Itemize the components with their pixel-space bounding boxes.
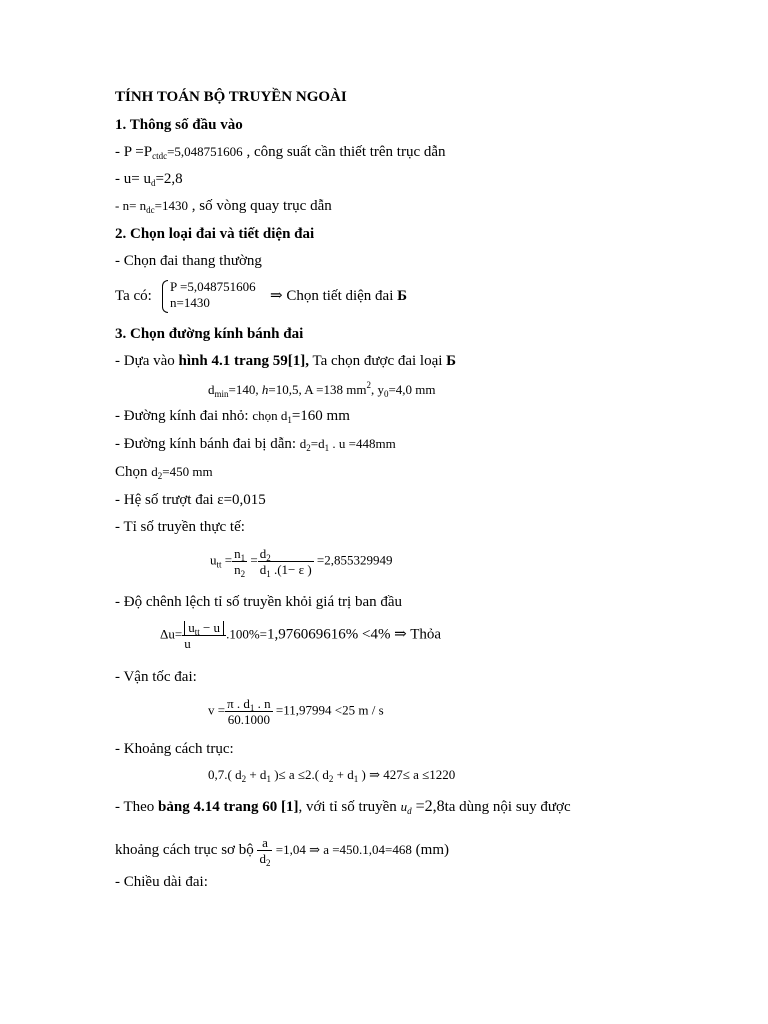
line-speed bbox=[115, 197, 332, 215]
d1-value: =160 mm bbox=[291, 408, 350, 424]
d2-rest: . u =448mm bbox=[329, 436, 396, 451]
line-belt-length: - Chiều dài đai: bbox=[115, 874, 208, 890]
section-result-type: Б bbox=[397, 288, 408, 304]
a-part3: )≤ a ≤2.( d bbox=[270, 767, 329, 782]
chon-value: =450 mm bbox=[162, 464, 213, 479]
line-ratio bbox=[115, 170, 183, 188]
param-h: h bbox=[261, 382, 269, 397]
formula-utt bbox=[210, 546, 393, 577]
reference-post: Ta chọn được đai loại bbox=[308, 353, 447, 369]
section-3-heading: 3. Chọn đường kính bánh đai bbox=[115, 326, 304, 342]
d1-sub: 1 bbox=[287, 415, 292, 425]
utt-eq: = bbox=[221, 552, 233, 568]
line-slip: - Hệ số trượt đai ε=0,015 bbox=[115, 492, 266, 508]
chon-sub: 2 bbox=[157, 471, 163, 481]
power-label: - P =P bbox=[115, 144, 153, 160]
a-sub4: 1 bbox=[353, 774, 359, 784]
v-value: =11,97994 <25 m / s bbox=[272, 702, 384, 718]
section-result-text: ⇒ Chọn tiết diện đai bbox=[270, 288, 398, 304]
line-velocity-label: - Vận tốc đai: bbox=[115, 669, 197, 685]
theo-end: ta dùng nội suy được bbox=[444, 799, 571, 815]
a-part2: + d bbox=[246, 767, 267, 782]
utt-u: u bbox=[210, 552, 217, 568]
utt-den-rest: .(1− ε ) bbox=[270, 562, 312, 577]
dev-frac bbox=[182, 620, 226, 651]
ksb-unit: (mm) bbox=[411, 841, 449, 858]
formula-velocity bbox=[208, 696, 384, 727]
utt-d1: d bbox=[259, 562, 267, 577]
v-num-sub: 1 bbox=[249, 703, 255, 713]
ratio-label: - u= u bbox=[115, 171, 151, 187]
ksb-num: a bbox=[257, 835, 272, 851]
section-2-heading: 2. Chọn loại đai và tiết diện đai bbox=[115, 226, 315, 242]
param-d-sub: min bbox=[214, 389, 229, 399]
utt-n1-sub: 1 bbox=[240, 553, 246, 563]
param-y-sub: 0 bbox=[383, 389, 389, 399]
formula-deviation bbox=[160, 620, 441, 651]
dev-value: 1,976069616% <4% ⇒ Thỏa bbox=[266, 626, 442, 643]
a-part1: 0,7.( d bbox=[208, 767, 242, 782]
dev-den: u bbox=[184, 636, 191, 651]
param-y: , y bbox=[370, 382, 384, 397]
d2-label: - Đường kính bánh đai bị dẫn: bbox=[115, 436, 300, 452]
speed-text: , số vòng quay trục dẫn bbox=[188, 198, 332, 214]
brace-speed: n=1430 bbox=[170, 295, 210, 310]
param-a-sup: 2 bbox=[366, 380, 371, 390]
a-sub2: 1 bbox=[266, 774, 271, 784]
utt-d2: d bbox=[259, 546, 267, 561]
d2-sub1: 1 bbox=[324, 443, 330, 453]
speed-value: =1430 bbox=[154, 198, 189, 213]
utt-n2: n bbox=[234, 562, 241, 577]
theo-u-val: =2,8 bbox=[411, 798, 445, 815]
line-chon-d2 bbox=[115, 463, 213, 481]
ksb-den: d bbox=[259, 851, 266, 866]
speed-label: - n= n bbox=[115, 198, 147, 213]
d1-chon: chọn d bbox=[252, 408, 288, 423]
a-sub1: 2 bbox=[241, 774, 247, 784]
utt-d1-sub: 1 bbox=[266, 569, 271, 579]
d2-sub: 2 bbox=[306, 443, 311, 453]
a-part4: + d bbox=[333, 767, 354, 782]
line-params bbox=[208, 381, 436, 399]
brace-power: P =5,048751606 bbox=[170, 279, 256, 294]
d2-eq: =d bbox=[310, 436, 325, 451]
param-h-val: =10,5, A =138 mm bbox=[268, 382, 367, 397]
utt-frac-d bbox=[258, 546, 314, 577]
utt-n1: n bbox=[234, 546, 241, 561]
utt-d2-sub: 2 bbox=[266, 553, 271, 563]
system-brace bbox=[162, 279, 256, 311]
power-sub: ctdc bbox=[152, 151, 168, 161]
theo-u: u bbox=[400, 799, 408, 814]
dev-num-rest: − u bbox=[199, 620, 221, 635]
ksb-frac bbox=[257, 835, 272, 866]
utt-frac-n bbox=[232, 546, 247, 577]
reference-bold: hình 4.1 trang 59[1], bbox=[178, 353, 309, 369]
theo-bold: bảng 4.14 trang 60 [1] bbox=[158, 799, 299, 815]
ratio-sub: d bbox=[150, 178, 156, 188]
utt-sub: tt bbox=[216, 559, 222, 570]
line-belt-type: - Chọn đai thang thường bbox=[115, 253, 262, 269]
a-part5: ) ⇒ 427≤ a ≤1220 bbox=[358, 767, 456, 782]
param-d-val: =140, bbox=[228, 382, 262, 397]
line-theo bbox=[115, 798, 571, 816]
ksb-rest: =1,04 ⇒ a =450.1,04=468 bbox=[272, 841, 412, 857]
speed-sub: dc bbox=[146, 205, 155, 215]
line-taco-label: Ta có: bbox=[115, 288, 152, 304]
line-reference bbox=[115, 352, 456, 370]
dev-num-sub: tt bbox=[194, 627, 200, 637]
utt-eq2: = bbox=[247, 552, 258, 568]
chon-d: d bbox=[151, 464, 158, 479]
v-eq: v = bbox=[208, 702, 226, 718]
ratio-value: =2,8 bbox=[155, 171, 183, 187]
param-d: d bbox=[208, 382, 215, 397]
v-frac bbox=[225, 696, 273, 727]
line-dev-label: - Độ chênh lệch tỉ số truyền khỏi giá trị ban đầu bbox=[115, 594, 403, 610]
ksb-den-sub: 2 bbox=[265, 858, 271, 868]
theo-u-sub: d bbox=[407, 806, 412, 816]
chon-label: Chọn bbox=[115, 464, 152, 480]
v-num-rest: . n bbox=[254, 696, 271, 711]
d1-label: - Đường kính đai nhỏ: bbox=[115, 408, 253, 424]
line-power bbox=[115, 143, 446, 161]
d2-d: d bbox=[299, 436, 307, 451]
line-preliminary-axis bbox=[115, 835, 449, 866]
v-den: 60.1000 bbox=[227, 712, 270, 727]
section-1-heading: 1. Thông số đầu vào bbox=[115, 117, 243, 133]
dev-num-u: u bbox=[188, 620, 195, 635]
ksb-pre: khoảng cách trục sơ bộ bbox=[115, 841, 258, 858]
a-sub3: 2 bbox=[328, 774, 334, 784]
reference-type: Б bbox=[446, 353, 457, 369]
formula-axis-range bbox=[208, 766, 455, 784]
power-value: =5,048751606 bbox=[167, 144, 243, 159]
brace-shape bbox=[162, 280, 168, 313]
reference-pre: - Dựa vào bbox=[115, 353, 179, 369]
line-d1 bbox=[115, 407, 350, 425]
v-num: π . d bbox=[227, 696, 250, 711]
line-axis-label: - Khoảng cách trục: bbox=[115, 741, 234, 757]
line-section-result bbox=[270, 287, 407, 305]
line-d2 bbox=[115, 435, 396, 453]
power-text: , công suất cần thiết trên trục dẫn bbox=[242, 144, 446, 160]
line-utt-label: - Tỉ số truyền thực tế: bbox=[115, 519, 245, 535]
dev-du: Δu= bbox=[160, 626, 183, 642]
dev-rest: .100%= bbox=[226, 626, 267, 642]
utt-value: =2,855329949 bbox=[313, 552, 393, 568]
doc-title: TÍNH TOÁN BỘ TRUYỀN NGOÀI bbox=[115, 89, 347, 105]
theo-pre: - Theo bbox=[115, 799, 159, 815]
utt-n2-sub: 2 bbox=[240, 569, 246, 579]
theo-post: , với tỉ số truyền bbox=[298, 799, 401, 815]
param-y-val: =4,0 mm bbox=[388, 382, 436, 397]
